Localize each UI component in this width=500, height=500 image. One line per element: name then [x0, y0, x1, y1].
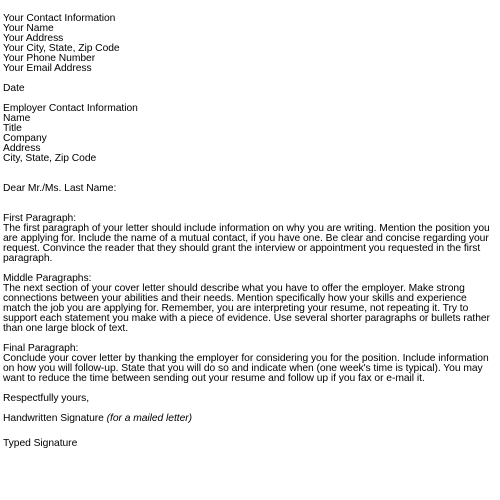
spacer [3, 194, 497, 214]
section-heading: First Paragraph: [3, 213, 77, 224]
section-body: The first paragraph of your letter should include information on why you are writing. Mention the position you are applying for. Include the name of a mutual contact, if you have one. Be clear and concise regarding your request. Convince the reader that they should grant the interview or appointment you requested in the first paragraph. [3, 223, 490, 264]
sender-contact-heading: Your Contact Information [3, 13, 116, 24]
signature-note: (for a mailed letter) [106, 413, 193, 424]
typed-signature: Typed Signature [3, 438, 78, 449]
employer-city-state-zip: City, State, Zip Code [3, 153, 97, 164]
sender-phone: Your Phone Number [3, 53, 96, 64]
handwritten-signature-label: Handwritten Signature [3, 413, 104, 424]
sender-name: Your Name [3, 23, 54, 34]
sender-email: Your Email Address [3, 63, 92, 74]
spacer [3, 164, 497, 184]
section-heading: Middle Paragraphs: [3, 273, 92, 284]
handwritten-signature [3, 414, 497, 424]
employer-name: Name [3, 113, 31, 124]
closing: Respectfully yours, [3, 393, 90, 404]
employer-contact-heading: Employer Contact Information [3, 103, 138, 114]
sender-address: Your Address [3, 33, 64, 44]
cover-letter-document [3, 14, 497, 449]
final-paragraph-section [3, 344, 497, 384]
section-body: Conclude your cover letter by thanking the employer for considering you for the position. Include information on how you will follow-up. State that you will do so and indicate when (one week's time is typical). You may want to reduce the time between sending out your resume and follow up if you fax or e-mail it. [3, 353, 489, 384]
section-body: The next section of your cover letter should describe what you have to offer the employer. Make strong connections between your abilities and their needs. Mention specifically how your skills and experience match the job you are applying for. Remember, you are interpreting your resume, not repeating it. Try to support each statement you make with a piece of evidence. Use several shorter paragraphs or bullets rather than one large block of text. [3, 283, 490, 334]
section-heading: Final Paragraph: [3, 343, 79, 354]
employer-address: Address [3, 143, 41, 154]
employer-company: Company [3, 133, 47, 144]
sender-contact-block [3, 14, 497, 74]
spacer [3, 74, 497, 84]
first-paragraph-section [3, 214, 497, 264]
letter-date: Date [3, 83, 25, 94]
middle-paragraphs-section [3, 274, 497, 334]
salutation: Dear Mr./Ms. Last Name: [3, 183, 117, 194]
spacer [3, 424, 497, 439]
employer-contact-block [3, 104, 497, 164]
sender-city-state-zip: Your City, State, Zip Code [3, 43, 120, 54]
employer-title: Title [3, 123, 22, 134]
